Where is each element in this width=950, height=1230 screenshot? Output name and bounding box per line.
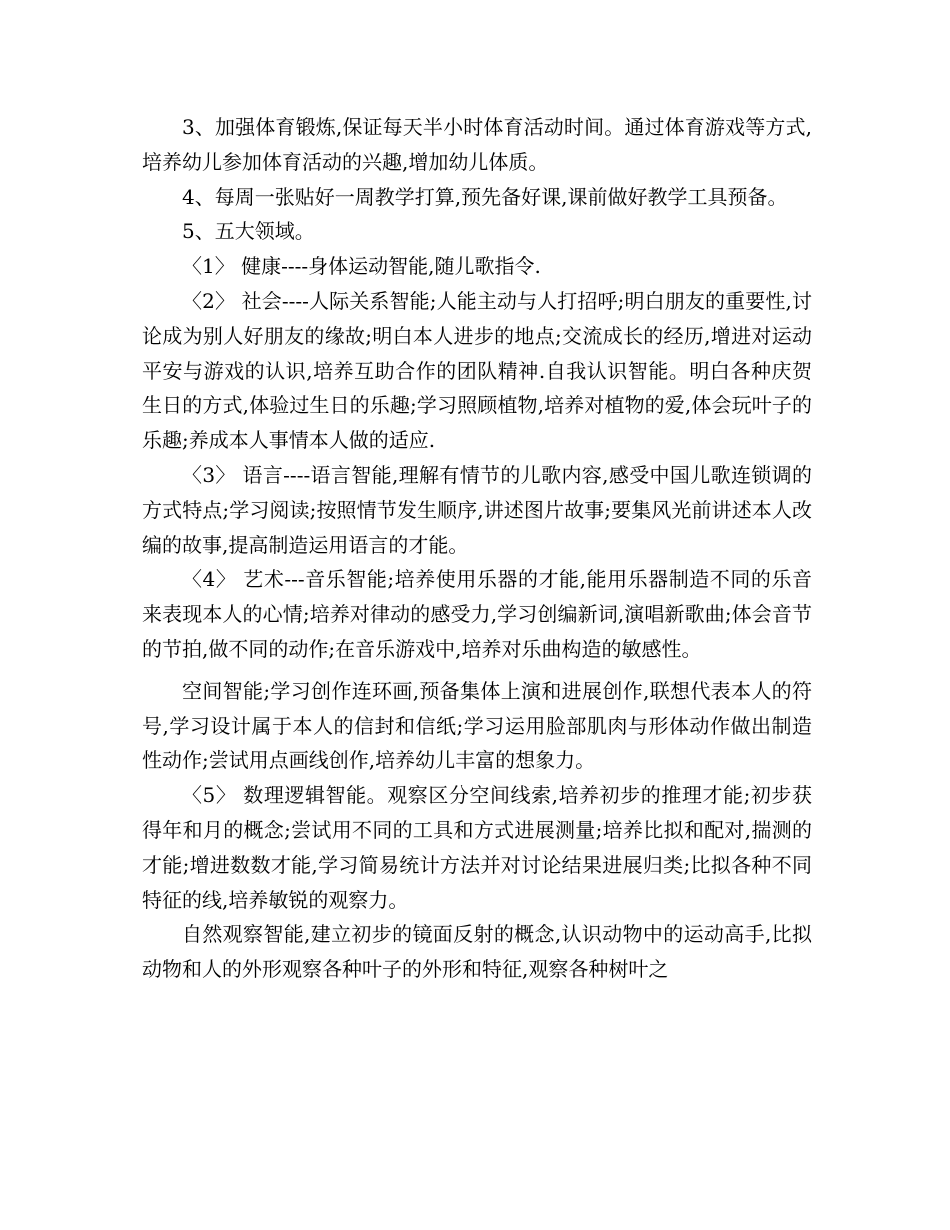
paragraph-weekly-plan: 4、每周一张贴好一周教学打算,预先备好课,课前做好教学工具预备。 xyxy=(182,184,788,209)
paragraph-social: 〈2〉 社会----人际关系智能;人能主动与人打招呼;明白朋友的重要性,讨论成为别人好朋友的缘故;明白本人进步的地点;交流成长的经历,增进对运动平安与游戏的认识,培养互助合作的团队精神.自我认识智能。明白各种庆贺生日的方式,体验过生日的乐趣;学习照顾植物,培养对植物的爱,体会玩叶子的乐趣;养成本人事情本人做的适应. xyxy=(142,288,812,453)
paragraph-pe-exercise: 3、加强体育锻炼,保证每天半小时体育活动时间。通过体育游戏等方式,培养幼儿参加体育活动的兴趣,增加幼儿体质。 xyxy=(142,115,812,174)
paragraph-spatial: 空间智能;学习创作连环画,预备集体上演和进展创作,联想代表本人的符号,学习设计属于本人的信封和信纸;学习运用脸部肌肉与形体动作做出制造性动作;尝试用点画线创作,培养幼儿丰富的想象力。 xyxy=(142,678,812,773)
paragraph-language: 〈3〉 语言----语言智能,理解有情节的儿歌内容,感受中国儿歌连锁调的方式特点;学习阅读;按照情节发生顺序,讲述图片故事;要集风光前讲述本人改编的故事,提高制造运用语言的才能。 xyxy=(142,462,812,557)
paragraph-math-logic: 〈5〉 数理逻辑智能。观察区分空间线索,培养初步的推理才能;初步获得年和月的概念;尝试用不同的工具和方式进展测量;培养比拟和配对,揣测的才能;增进数数才能,学习简易统计方法并对讨论结果进展归类;比拟各种不同特征的线,培养敏锐的观察力。 xyxy=(142,783,812,912)
paragraph-health: 〈1〉 健康----身体运动智能,随儿歌指令. xyxy=(182,254,541,279)
paragraph-art: 〈4〉 艺术---音乐智能;培养使用乐器的才能,能用乐器制造不同的乐音来表现本人的心情;培养对律动的感受力,学习创编新词,演唱新歌曲;体会音节的节拍,做不同的动作;在音乐游戏中,培养对乐曲构造的敏感性。 xyxy=(142,567,812,661)
paragraph-nature-observation: 自然观察智能,建立初步的镜面反射的概念,认识动物中的运动高手,比拟动物和人的外形观察各种叶子的外形和特征,观察各种树叶之 xyxy=(142,922,812,982)
paragraph-five-domains: 5、五大领域。 xyxy=(182,219,315,244)
